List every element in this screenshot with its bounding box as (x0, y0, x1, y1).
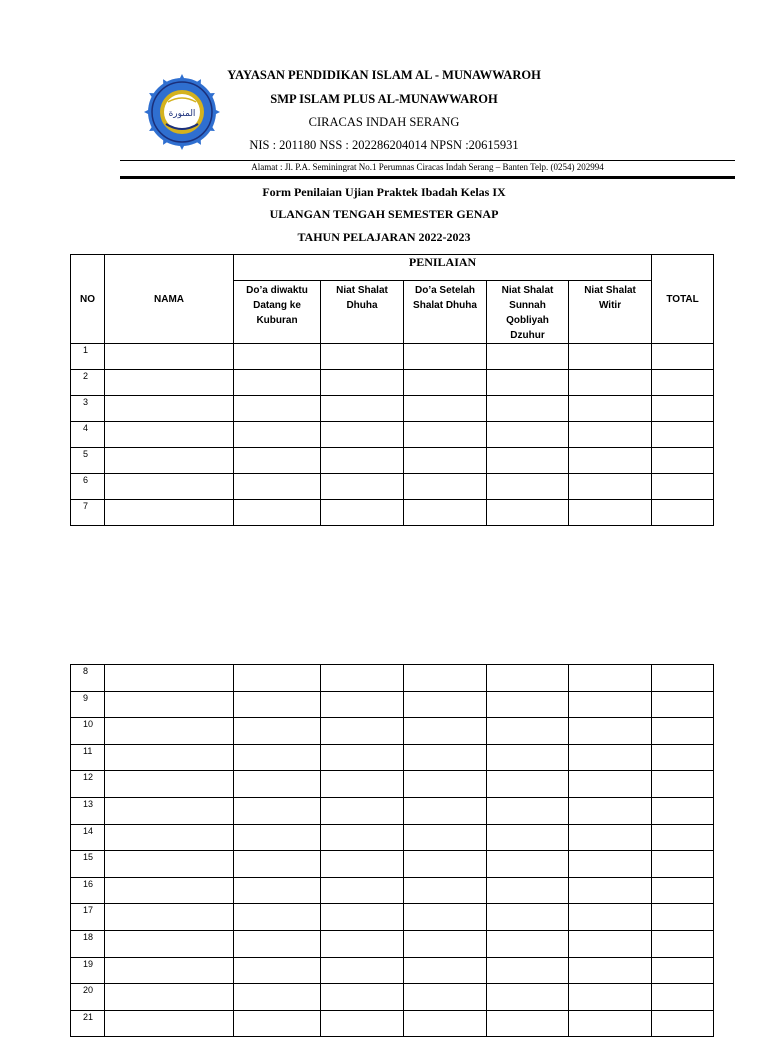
nama-cell[interactable] (105, 370, 234, 396)
nama-cell[interactable] (105, 474, 234, 500)
score-cell-2[interactable] (321, 744, 404, 771)
header-subcol-line: Datang ke (253, 300, 301, 311)
nama-cell[interactable] (105, 665, 234, 692)
nama-cell[interactable] (105, 851, 234, 878)
score-cell-3[interactable] (404, 474, 487, 500)
score-cell-2[interactable] (321, 771, 404, 798)
assessment-table-page2 (70, 664, 714, 1037)
table-row (71, 930, 714, 957)
score-cell-3[interactable] (404, 370, 487, 396)
score-cell-4[interactable] (487, 396, 569, 422)
header-subcol-line: Sunnah (509, 300, 546, 311)
nama-cell[interactable] (105, 957, 234, 984)
score-cell-5[interactable] (569, 824, 652, 851)
school-name: SMP ISLAM PLUS AL-MUNAWWAROH (270, 92, 498, 106)
table-row (71, 422, 714, 448)
score-cell-4[interactable] (487, 930, 569, 957)
score-cell-2[interactable] (321, 474, 404, 500)
score-cell-5[interactable] (569, 957, 652, 984)
score-cell-2[interactable] (321, 500, 404, 526)
score-cell-3[interactable] (404, 824, 487, 851)
header-subcol-line: Niat Shalat (584, 285, 636, 296)
score-cell-3[interactable] (404, 851, 487, 878)
table-row (71, 984, 714, 1011)
total-cell[interactable] (652, 744, 714, 771)
row-number: 1 (71, 344, 105, 370)
table-row (71, 904, 714, 931)
header-subcol-line: Niat Shalat (501, 285, 554, 296)
row-number: 11 (71, 744, 105, 771)
score-cell-3[interactable] (404, 691, 487, 718)
nama-cell[interactable] (105, 691, 234, 718)
score-cell-5[interactable] (569, 474, 652, 500)
row-number: 3 (71, 396, 105, 422)
score-cell-1[interactable] (234, 474, 321, 500)
header-rule-thick (120, 176, 735, 179)
score-cell-2[interactable] (321, 448, 404, 474)
academic-year: TAHUN PELAJARAN 2022-2023 (297, 230, 471, 244)
score-cell-2[interactable] (321, 718, 404, 745)
total-cell[interactable] (652, 957, 714, 984)
total-cell[interactable] (652, 500, 714, 526)
total-cell[interactable] (652, 665, 714, 692)
nama-cell[interactable] (105, 718, 234, 745)
score-cell-3[interactable] (404, 877, 487, 904)
row-number: 19 (71, 957, 105, 984)
nama-cell[interactable] (105, 500, 234, 526)
score-cell-1[interactable] (234, 904, 321, 931)
nama-cell[interactable] (105, 771, 234, 798)
score-cell-4[interactable] (487, 691, 569, 718)
score-cell-3[interactable] (404, 984, 487, 1011)
table-row (71, 957, 714, 984)
total-cell[interactable] (652, 344, 714, 370)
table-row (71, 718, 714, 745)
nama-cell[interactable] (105, 797, 234, 824)
total-cell[interactable] (652, 851, 714, 878)
table-row (71, 851, 714, 878)
row-number: 17 (71, 904, 105, 931)
score-cell-1[interactable] (234, 422, 321, 448)
header-subcol-4 (487, 281, 569, 344)
score-cell-3[interactable] (404, 665, 487, 692)
score-cell-4[interactable] (487, 744, 569, 771)
score-cell-1[interactable] (234, 448, 321, 474)
score-cell-1[interactable] (234, 797, 321, 824)
table-row (71, 396, 714, 422)
table-row (71, 744, 714, 771)
table-row (71, 877, 714, 904)
row-number: 14 (71, 824, 105, 851)
score-cell-5[interactable] (569, 370, 652, 396)
row-number: 4 (71, 422, 105, 448)
score-cell-2[interactable] (321, 824, 404, 851)
table-row (71, 448, 714, 474)
form-title: Form Penilaian Ujian Praktek Ibadah Kelas IX (262, 185, 506, 199)
total-cell[interactable] (652, 771, 714, 798)
score-cell-1[interactable] (234, 744, 321, 771)
score-cell-1[interactable] (234, 984, 321, 1011)
score-cell-3[interactable] (404, 718, 487, 745)
score-cell-1[interactable] (234, 691, 321, 718)
total-cell[interactable] (652, 824, 714, 851)
score-cell-5[interactable] (569, 771, 652, 798)
score-cell-4[interactable] (487, 474, 569, 500)
score-cell-3[interactable] (404, 422, 487, 448)
score-cell-4[interactable] (487, 422, 569, 448)
header-subcol-line: Dhuha (346, 300, 378, 311)
header-subcol-line: Witir (598, 300, 622, 311)
table-row (71, 474, 714, 500)
nama-cell[interactable] (105, 824, 234, 851)
score-cell-5[interactable] (569, 665, 652, 692)
header-subcol-line: Niat Shalat (336, 285, 388, 296)
score-cell-5[interactable] (569, 422, 652, 448)
school-address: Alamat : Jl. P.A. Seminingrat No.1 Perumnas Ciracas Indah Serang – Banten Telp. (0254) 202994 (251, 162, 604, 172)
score-cell-5[interactable] (569, 500, 652, 526)
score-cell-2[interactable] (321, 396, 404, 422)
nama-cell[interactable] (105, 396, 234, 422)
score-cell-5[interactable] (569, 797, 652, 824)
header-no: NO (71, 255, 105, 344)
table-row (71, 665, 714, 692)
row-number: 2 (71, 370, 105, 396)
score-cell-3[interactable] (404, 396, 487, 422)
total-cell[interactable] (652, 448, 714, 474)
table-row (71, 370, 714, 396)
header-subcol-line: Shalat Dhuha (413, 300, 477, 311)
nama-cell[interactable] (105, 984, 234, 1011)
score-cell-3[interactable] (404, 930, 487, 957)
score-cell-3[interactable] (404, 797, 487, 824)
score-cell-1[interactable] (234, 396, 321, 422)
score-cell-3[interactable] (404, 771, 487, 798)
score-cell-5[interactable] (569, 930, 652, 957)
score-cell-2[interactable] (321, 370, 404, 396)
row-number: 18 (71, 930, 105, 957)
score-cell-2[interactable] (321, 904, 404, 931)
total-cell[interactable] (652, 984, 714, 1011)
header-subcol-5 (569, 281, 652, 344)
score-cell-4[interactable] (487, 851, 569, 878)
total-cell[interactable] (652, 797, 714, 824)
table-row (71, 691, 714, 718)
score-cell-5[interactable] (569, 396, 652, 422)
table-row (71, 344, 714, 370)
row-number: 5 (71, 448, 105, 474)
header-subcol-1 (234, 281, 321, 344)
logo-arabic-text: المنورة (168, 109, 196, 119)
header-subcol-line: Do’a diwaktu (246, 285, 308, 296)
score-cell-4[interactable] (487, 344, 569, 370)
row-number: 10 (71, 718, 105, 745)
nama-cell[interactable] (105, 344, 234, 370)
score-cell-5[interactable] (569, 877, 652, 904)
header-subcol-2 (321, 281, 404, 344)
total-cell[interactable] (652, 474, 714, 500)
score-cell-5[interactable] (569, 904, 652, 931)
score-cell-1[interactable] (234, 718, 321, 745)
total-cell[interactable] (652, 930, 714, 957)
header-total: TOTAL (652, 255, 714, 344)
score-cell-3[interactable] (404, 344, 487, 370)
score-cell-4[interactable] (487, 771, 569, 798)
score-cell-5[interactable] (569, 984, 652, 1011)
score-cell-2[interactable] (321, 957, 404, 984)
score-cell-4[interactable] (487, 718, 569, 745)
table-row (71, 824, 714, 851)
header-subcol-line: Kuburan (256, 315, 298, 326)
score-cell-4[interactable] (487, 904, 569, 931)
score-cell-3[interactable] (404, 904, 487, 931)
score-cell-2[interactable] (321, 691, 404, 718)
table-row (71, 500, 714, 526)
score-cell-2[interactable] (321, 344, 404, 370)
total-cell[interactable] (652, 370, 714, 396)
row-number: 16 (71, 877, 105, 904)
score-cell-4[interactable] (487, 370, 569, 396)
nama-cell[interactable] (105, 904, 234, 931)
assessment-table-page1 (70, 254, 714, 526)
score-cell-2[interactable] (321, 877, 404, 904)
header-nama: NAMA (105, 255, 234, 344)
score-cell-1[interactable] (234, 665, 321, 692)
score-cell-2[interactable] (321, 851, 404, 878)
score-cell-4[interactable] (487, 797, 569, 824)
nama-cell[interactable] (105, 930, 234, 957)
score-cell-5[interactable] (569, 718, 652, 745)
score-cell-2[interactable] (321, 665, 404, 692)
header-subcol-line: Do’a Setelah (414, 285, 476, 296)
row-number: 13 (71, 797, 105, 824)
header-rule-thin (120, 160, 735, 161)
row-number: 7 (71, 500, 105, 526)
nama-cell[interactable] (105, 877, 234, 904)
score-cell-4[interactable] (487, 448, 569, 474)
score-cell-3[interactable] (404, 957, 487, 984)
score-cell-4[interactable] (487, 877, 569, 904)
row-number: 20 (71, 984, 105, 1011)
score-cell-3[interactable] (404, 500, 487, 526)
total-cell[interactable] (652, 422, 714, 448)
row-number: 15 (71, 851, 105, 878)
table-row (71, 797, 714, 824)
nama-cell[interactable] (105, 448, 234, 474)
total-cell[interactable] (652, 691, 714, 718)
score-cell-2[interactable] (321, 930, 404, 957)
row-number: 9 (71, 691, 105, 718)
school-ids: NIS : 201180 NSS : 202286204014 NPSN :20615931 (249, 138, 519, 152)
nama-cell[interactable] (105, 422, 234, 448)
score-cell-4[interactable] (487, 665, 569, 692)
header-subcol-3 (404, 281, 487, 344)
total-cell[interactable] (652, 396, 714, 422)
row-number: 21 (71, 1010, 105, 1037)
nama-cell[interactable] (105, 744, 234, 771)
row-number: 8 (71, 665, 105, 692)
total-cell[interactable] (652, 904, 714, 931)
score-cell-5[interactable] (569, 448, 652, 474)
score-cell-2[interactable] (321, 984, 404, 1011)
score-cell-2[interactable] (321, 422, 404, 448)
score-cell-1[interactable] (234, 957, 321, 984)
score-cell-1[interactable] (234, 930, 321, 957)
score-cell-1[interactable] (234, 824, 321, 851)
score-cell-3[interactable] (404, 744, 487, 771)
score-cell-4[interactable] (487, 824, 569, 851)
school-location: CIRACAS INDAH SERANG (308, 115, 460, 129)
table-row (71, 771, 714, 798)
score-cell-2[interactable] (321, 797, 404, 824)
score-cell-5[interactable] (569, 344, 652, 370)
header-penilaian: PENILAIAN (234, 255, 652, 281)
row-number: 6 (71, 474, 105, 500)
score-cell-4[interactable] (487, 984, 569, 1011)
exam-title: ULANGAN TENGAH SEMESTER GENAP (269, 207, 499, 221)
total-cell[interactable] (652, 877, 714, 904)
score-cell-5[interactable] (569, 744, 652, 771)
score-cell-1[interactable] (234, 771, 321, 798)
score-cell-4[interactable] (487, 500, 569, 526)
score-cell-1[interactable] (234, 344, 321, 370)
header-subcol-line: Dzuhur (510, 330, 545, 341)
header-subcol-line: Qobliyah (506, 315, 549, 326)
foundation-name: YAYASAN PENDIDIKAN ISLAM AL - MUNAWWAROH (227, 68, 541, 82)
total-cell[interactable] (652, 718, 714, 745)
score-cell-5[interactable] (569, 851, 652, 878)
score-cell-1[interactable] (234, 877, 321, 904)
score-cell-5[interactable] (569, 691, 652, 718)
row-number: 12 (71, 771, 105, 798)
score-cell-1[interactable] (234, 370, 321, 396)
score-cell-3[interactable] (404, 448, 487, 474)
score-cell-1[interactable] (234, 500, 321, 526)
score-cell-1[interactable] (234, 851, 321, 878)
score-cell-4[interactable] (487, 957, 569, 984)
